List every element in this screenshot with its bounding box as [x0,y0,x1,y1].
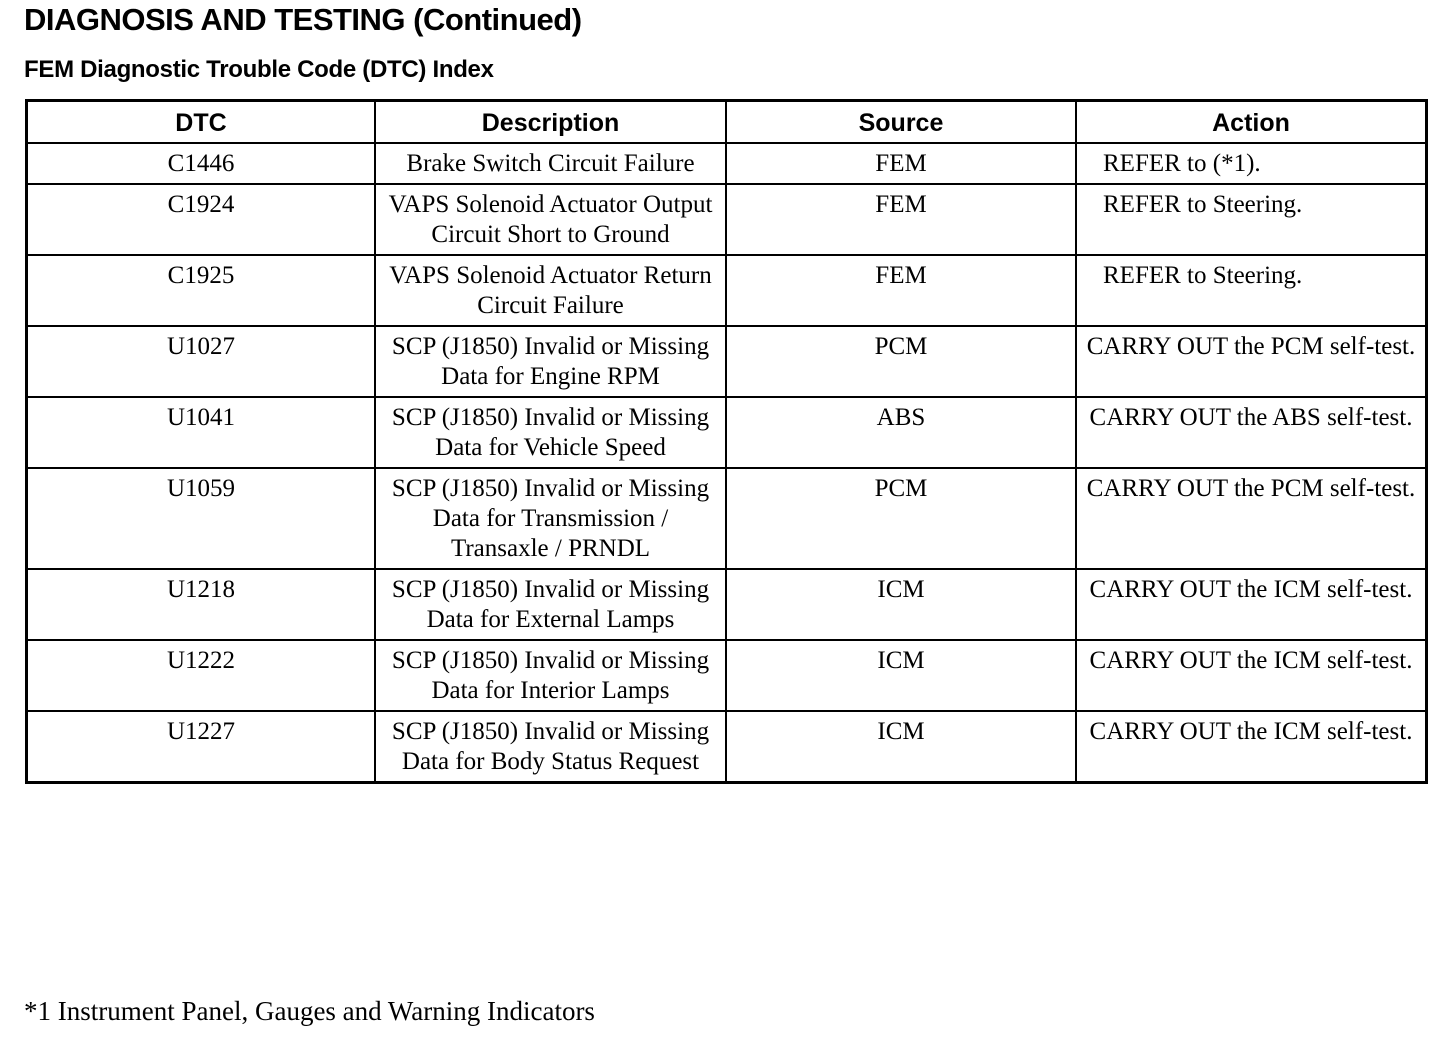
dtc-code: U1059 [27,468,376,569]
dtc-source: PCM [726,468,1076,569]
footnote: *1 Instrument Panel, Gauges and Warning Indicators [24,996,595,1026]
dtc-action: CARRY OUT the ABS self-test. [1076,397,1427,468]
table-row [27,326,1427,397]
column-header-source: Source [726,101,1076,144]
page-title: DIAGNOSIS AND TESTING (Continued) [24,2,582,37]
dtc-action: REFER to Steering. [1076,255,1427,326]
dtc-description: SCP (J1850) Invalid or Missing Data for Transmission / Transaxle / PRNDL [375,468,726,569]
dtc-description: Brake Switch Circuit Failure [375,143,726,184]
dtc-code: U1227 [27,711,376,783]
dtc-code: U1222 [27,640,376,711]
dtc-source: ICM [726,711,1076,783]
dtc-description: SCP (J1850) Invalid or Missing Data for External Lamps [375,569,726,640]
dtc-action: CARRY OUT the ICM self-test. [1076,640,1427,711]
dtc-source: ICM [726,640,1076,711]
table-title: FEM Diagnostic Trouble Code (DTC) Index [24,56,494,83]
table-row [27,640,1427,711]
dtc-description: SCP (J1850) Invalid or Missing Data for Body Status Request [375,711,726,783]
dtc-action: CARRY OUT the ICM self-test. [1076,711,1427,783]
dtc-source: ICM [726,569,1076,640]
table-row [27,711,1427,783]
dtc-code: U1218 [27,569,376,640]
dtc-action: CARRY OUT the ICM self-test. [1076,569,1427,640]
dtc-source: ABS [726,397,1076,468]
dtc-source: FEM [726,143,1076,184]
dtc-code: U1041 [27,397,376,468]
table-row [27,184,1427,255]
dtc-index-table [25,99,1428,784]
dtc-source: FEM [726,184,1076,255]
dtc-action: REFER to Steering. [1076,184,1427,255]
column-header-action: Action [1076,101,1427,144]
dtc-description: SCP (J1850) Invalid or Missing Data for Engine RPM [375,326,726,397]
dtc-code: C1924 [27,184,376,255]
dtc-source: FEM [726,255,1076,326]
dtc-code: C1446 [27,143,376,184]
header-row [27,101,1427,144]
dtc-description: SCP (J1850) Invalid or Missing Data for Interior Lamps [375,640,726,711]
table-row [27,255,1427,326]
table-row [27,397,1427,468]
table-row [27,143,1427,184]
dtc-action: CARRY OUT the PCM self-test. [1076,326,1427,397]
dtc-description: VAPS Solenoid Actuator Return Circuit Failure [375,255,726,326]
column-header-dtc: DTC [27,101,376,144]
dtc-code: U1027 [27,326,376,397]
dtc-code: C1925 [27,255,376,326]
table-row [27,569,1427,640]
dtc-source: PCM [726,326,1076,397]
table-body [27,143,1427,783]
dtc-action: REFER to (*1). [1076,143,1427,184]
table-row [27,468,1427,569]
dtc-description: SCP (J1850) Invalid or Missing Data for Vehicle Speed [375,397,726,468]
dtc-action: CARRY OUT the PCM self-test. [1076,468,1427,569]
dtc-description: VAPS Solenoid Actuator Output Circuit Short to Ground [375,184,726,255]
table-header [27,101,1427,144]
column-header-description: Description [375,101,726,144]
